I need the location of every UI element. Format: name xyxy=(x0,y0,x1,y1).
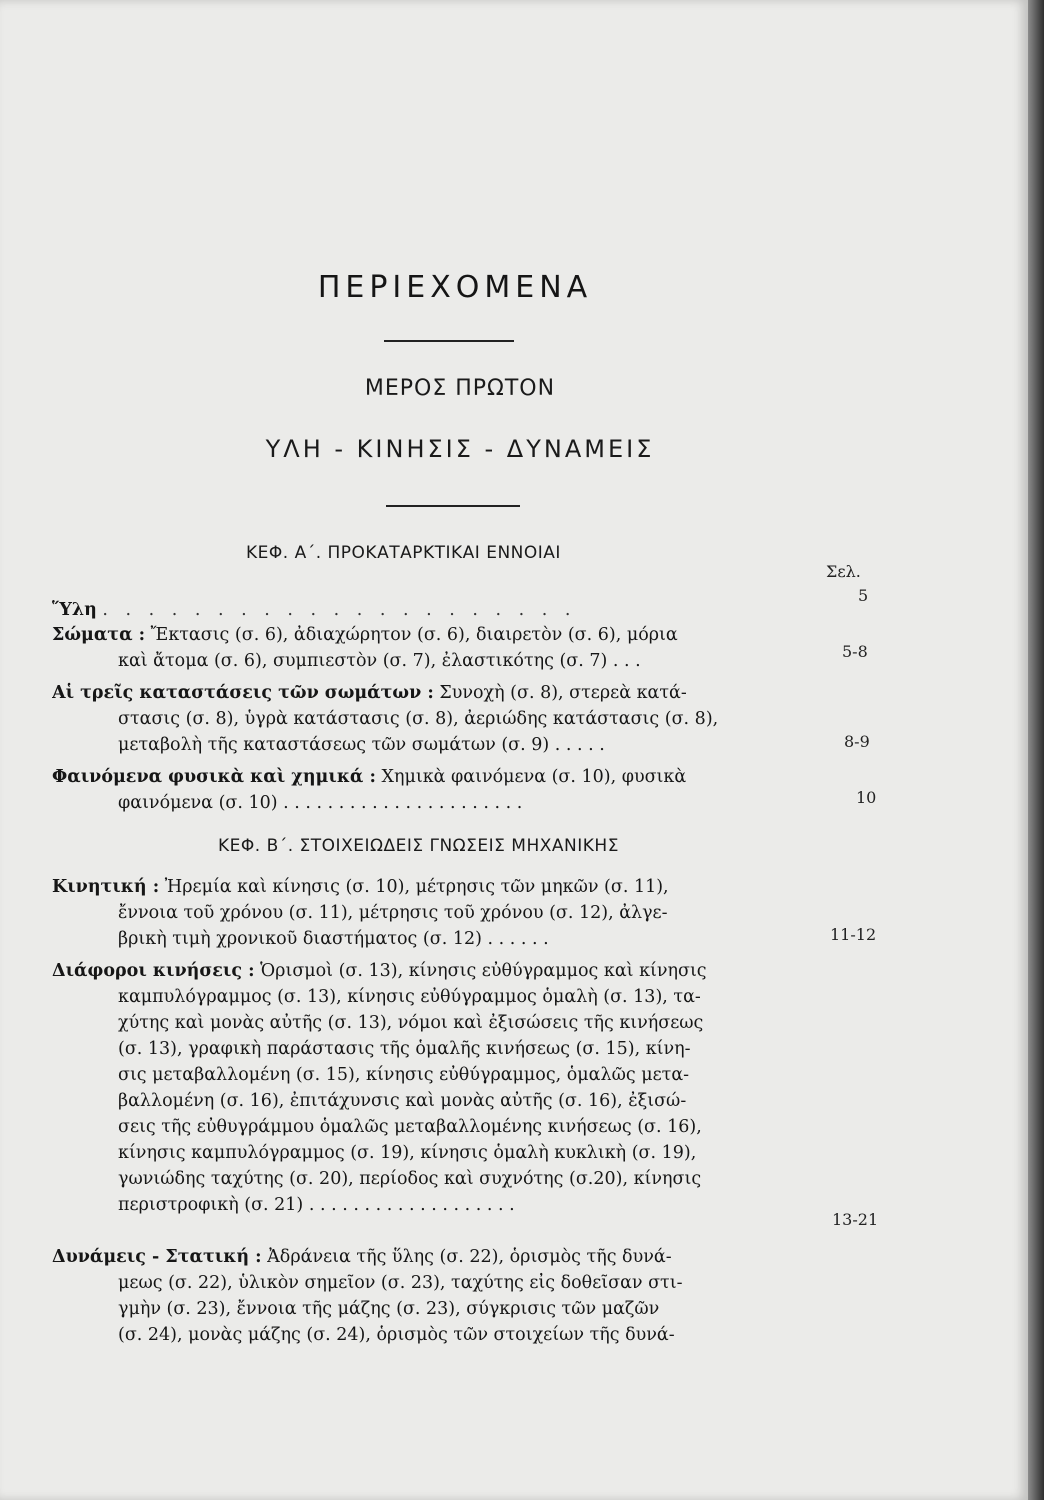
page-number: 5 xyxy=(858,586,869,605)
entry-lead: Δυνάμεις - Στατική : xyxy=(52,1247,262,1267)
entry-text: Χημικὰ φαινόμενα (σ. 10), φυσικὰ xyxy=(375,767,687,787)
entry-lead: Ὕλη xyxy=(52,600,97,620)
entry-text: βαλλομένη (σ. 16), ἐπιτάχυνσις καὶ μονὰς αὐτῆς (σ. 16), ἐξισώ- xyxy=(118,1091,687,1111)
page-number: 8-9 xyxy=(844,732,870,751)
leader-dots: . . . . . . . . . . . . . . . . . . . . . xyxy=(102,600,577,620)
entry-text: στασις (σ. 8), ὑγρὰ κατάστασις (σ. 8), ἀεριώδης κατάστασις (σ. 8), xyxy=(118,709,719,729)
entry-text: καὶ ἄτομα (σ. 6), συμπιεστὸν (σ. 7), ἐλαστικότης (σ. 7) . . . xyxy=(118,651,641,671)
toc-entry-yli xyxy=(52,597,772,623)
entry-text: κίνησις καμπυλόγραμμος (σ. 19), κίνησις ὁμαλὴ κυκλικὴ (σ. 19), xyxy=(118,1143,697,1163)
page-number: 5-8 xyxy=(842,642,868,661)
entry-text: γωνιώδης ταχύτης (σ. 20), περίοδος καὶ συχνότης (σ.20), κίνησις xyxy=(118,1169,702,1189)
entry-text: περιστροφικὴ (σ. 21) . . . . . . . . . . . . . . . . . . . xyxy=(118,1195,515,1215)
entry-text: σεις τῆς εὐθυγράμμου ὁμαλῶς μεταβαλλομένης κινήσεως (σ. 16), xyxy=(118,1117,702,1137)
entry-lead: Διάφοροι κινήσεις : xyxy=(52,961,255,981)
entry-text: γμὴν (σ. 23), ἔννοια τῆς μάζης (σ. 23), σύγκρισις τῶν μαζῶν xyxy=(118,1299,660,1319)
entry-text: χύτης καὶ μονὰς αὐτῆς (σ. 13), νόμοι καὶ ἐξισώσεις τῆς κινήσεως xyxy=(118,1013,704,1033)
page-edge-shadow xyxy=(1028,0,1044,1500)
page-number: 11-12 xyxy=(830,925,877,944)
entry-text: μεως (σ. 22), ὑλικὸν σημεῖον (σ. 23), ταχύτης εἰς δοθεῖσαν στι- xyxy=(118,1273,683,1293)
chapter-a-heading: ΚΕΦ. Α΄. ΠΡΟΚΑΤΑΡΚΤΙΚΑΙ ΕΝΝΟΙΑΙ xyxy=(246,543,561,563)
entry-text: καμπυλόγραμμος (σ. 13), κίνησις εὐθύγραμμος ὁμαλὴ (σ. 13), τα- xyxy=(118,987,701,1007)
entry-text: Συνοχὴ (σ. 8), στερεὰ κατά- xyxy=(433,683,687,703)
entry-text: βρικὴ τιμὴ χρονικοῦ διαστήματος (σ. 12) . . . . . . xyxy=(118,929,549,949)
entry-lead: Φαινόμενα φυσικὰ καὶ χημικά : xyxy=(52,767,376,787)
page-number: 13-21 xyxy=(832,1210,879,1229)
entry-lead: Κινητική : xyxy=(52,877,160,897)
part-heading: ΜΕΡΟΣ ΠΡΩΤΟΝ xyxy=(364,376,556,401)
part-subtitle: ΥΛΗ - ΚΙΝΗΣΙΣ - ΔΥΝΑΜΕΙΣ xyxy=(265,435,655,463)
subtitle-divider xyxy=(386,505,520,507)
toc-entry-dynameis-statiki xyxy=(52,1244,772,1348)
entry-text: μεταβολὴ τῆς καταστάσεως τῶν σωμάτων (σ. 9) . . . . . xyxy=(118,735,605,755)
page-column-label: Σελ. xyxy=(826,562,861,581)
chapter-b-heading: ΚΕΦ. Β΄. ΣΤΟΙΧΕΙΩΔΕΙΣ ΓΝΩΣΕΙΣ ΜΗΧΑΝΙΚΗΣ xyxy=(218,836,619,856)
toc-entry-kinitiki xyxy=(52,874,772,952)
toc-entry-somata xyxy=(52,622,772,674)
entry-text: Ὁρισμοὶ (σ. 13), κίνησις εὐθύγραμμος καὶ κίνησις xyxy=(254,961,707,981)
toc-entry-fainomena xyxy=(52,764,772,816)
entry-lead: Αἱ τρεῖς καταστάσεις τῶν σωμάτων : xyxy=(52,683,434,703)
entry-text: (σ. 13), γραφικὴ παράστασις τῆς ὁμαλῆς κινήσεως (σ. 15), κίνη- xyxy=(118,1039,691,1059)
title-divider xyxy=(384,340,514,342)
contents-title: ΠΕΡΙΕΧΟΜΕΝΑ xyxy=(317,270,593,305)
toc-entry-diaforoi-kiniseis xyxy=(52,958,772,1218)
page-number: 10 xyxy=(856,788,877,807)
entry-text: (σ. 24), μονὰς μάζης (σ. 24), ὁρισμὸς τῶν στοιχείων τῆς δυνά- xyxy=(118,1325,675,1345)
entry-text: ἔννοια τοῦ χρόνου (σ. 11), μέτρησις τοῦ χρόνου (σ. 12), ἀλγε- xyxy=(118,903,668,923)
entry-text: Ἔκτασις (σ. 6), ἀδιαχώρητον (σ. 6), διαιρετὸν (σ. 6), μόρια xyxy=(145,625,678,645)
entry-text: φαινόμενα (σ. 10) . . . . . . . . . . . . . . . . . . . . . . xyxy=(118,793,523,813)
entry-text: Ἀδράνεια τῆς ὕλης (σ. 22), ὁρισμὸς τῆς δυνά- xyxy=(261,1247,672,1267)
entry-text: σις μεταβαλλομένη (σ. 15), κίνησις εὐθύγραμμος, ὁμαλῶς μετα- xyxy=(118,1065,690,1085)
toc-entry-katastaseis xyxy=(52,680,772,758)
entry-lead: Σώματα : xyxy=(52,625,146,645)
entry-text: Ἠρεμία καὶ κίνησις (σ. 10), μέτρησις τῶν μηκῶν (σ. 11), xyxy=(159,877,669,897)
